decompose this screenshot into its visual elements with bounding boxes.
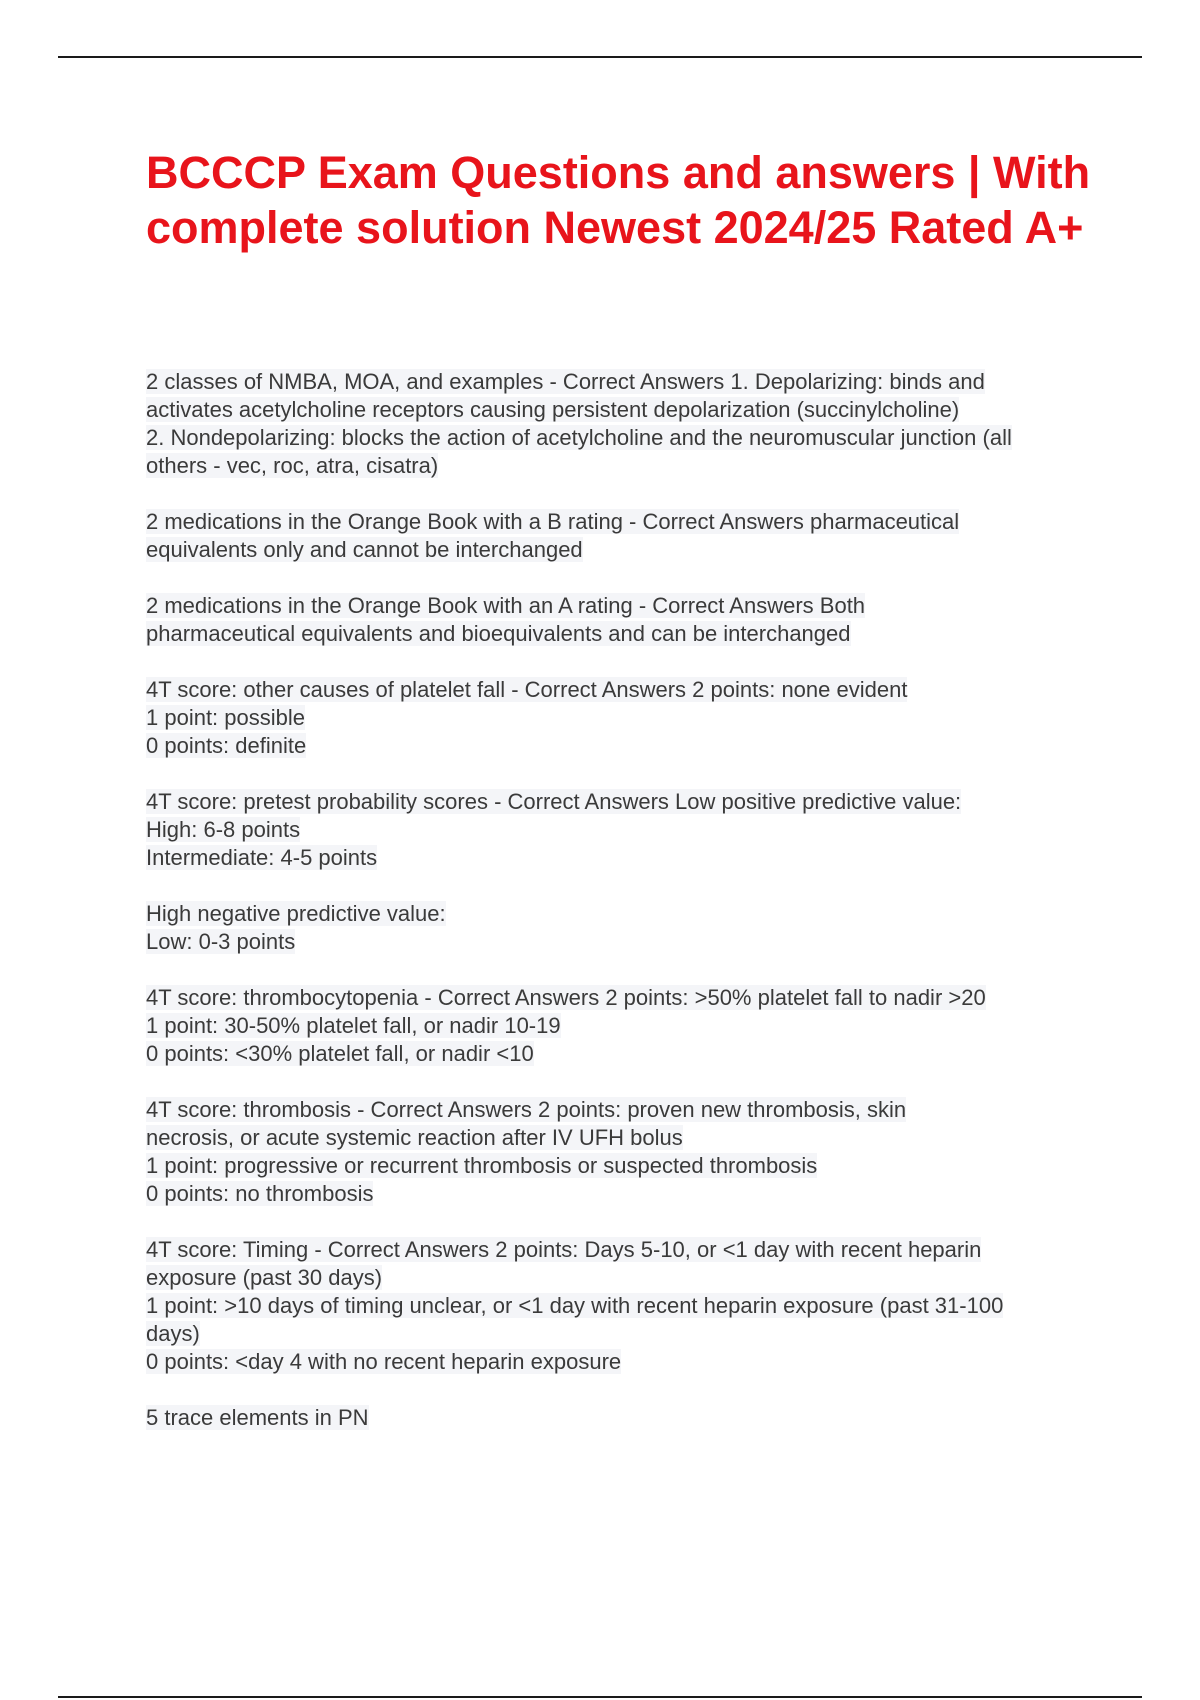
entry-line: Intermediate: 4-5 points bbox=[146, 845, 378, 870]
entry-line: activates acetylcholine receptors causing persistent depolarization (succinylcholine) bbox=[146, 397, 960, 422]
entry-line: 4T score: pretest probability scores - Correct Answers Low positive predictive value: bbox=[146, 789, 962, 814]
entry-line: 4T score: thrombosis - Correct Answers 2 points: proven new thrombosis, skin bbox=[146, 1097, 907, 1122]
entry-line: 0 points: <30% platelet fall, or nadir <10 bbox=[146, 1041, 534, 1066]
qa-entry bbox=[146, 1096, 1086, 1208]
qa-entry bbox=[146, 788, 1086, 872]
entry-line: days) bbox=[146, 1321, 200, 1346]
entry-line: 2 medications in the Orange Book with an A rating - Correct Answers Both bbox=[146, 593, 866, 618]
entry-line: 1 point: >10 days of timing unclear, or <1 day with recent heparin exposure (past 31-100 bbox=[146, 1293, 1004, 1318]
entry-line: 4T score: other causes of platelet fall - Correct Answers 2 points: none evident bbox=[146, 677, 908, 702]
entry-line: necrosis, or acute systemic reaction after IV UFH bolus bbox=[146, 1125, 683, 1150]
qa-entry bbox=[146, 592, 1086, 648]
entry-line: Low: 0-3 points bbox=[146, 929, 296, 954]
entry-line: 1 point: 30-50% platelet fall, or nadir 10-19 bbox=[146, 1013, 561, 1038]
entry-line: 2 classes of NMBA, MOA, and examples - Correct Answers 1. Depolarizing: binds and bbox=[146, 369, 985, 394]
entry-line: exposure (past 30 days) bbox=[146, 1265, 383, 1290]
qa-entry bbox=[146, 368, 1086, 480]
entry-line: others - vec, roc, atra, cisatra) bbox=[146, 453, 439, 478]
entry-line: 0 points: <day 4 with no recent heparin exposure bbox=[146, 1349, 622, 1374]
bottom-rule bbox=[58, 1696, 1142, 1698]
entry-line: 0 points: no thrombosis bbox=[146, 1181, 374, 1206]
qa-entry bbox=[146, 984, 1086, 1068]
qa-entry bbox=[146, 676, 1086, 760]
entry-line: 4T score: thrombocytopenia - Correct Answers 2 points: >50% platelet fall to nadir >20 bbox=[146, 985, 986, 1010]
entry-line: 1 point: progressive or recurrent thrombosis or suspected thrombosis bbox=[146, 1153, 818, 1178]
qa-entry bbox=[146, 1236, 1086, 1376]
entry-line: 2. Nondepolarizing: blocks the action of acetylcholine and the neuromuscular junction (all bbox=[146, 425, 1012, 450]
entry-line: pharmaceutical equivalents and bioequivalents and can be interchanged bbox=[146, 621, 851, 646]
entry-line: equivalents only and cannot be interchanged bbox=[146, 537, 583, 562]
document-title: BCCCP Exam Questions and answers | With complete solution Newest 2024/25 Rated A+ bbox=[146, 147, 1091, 253]
qa-entry bbox=[146, 900, 1086, 956]
entry-line: 5 trace elements in PN bbox=[146, 1405, 369, 1430]
entry-line: 0 points: definite bbox=[146, 733, 307, 758]
top-rule bbox=[58, 56, 1142, 58]
document-body bbox=[146, 368, 1086, 1460]
qa-entry bbox=[146, 508, 1086, 564]
qa-entry bbox=[146, 1404, 1086, 1432]
entry-line: High: 6-8 points bbox=[146, 817, 301, 842]
entry-line: 2 medications in the Orange Book with a B rating - Correct Answers pharmaceutical bbox=[146, 509, 960, 534]
entry-line: 4T score: Timing - Correct Answers 2 points: Days 5-10, or <1 day with recent heparin bbox=[146, 1237, 982, 1262]
entry-line: 1 point: possible bbox=[146, 705, 305, 730]
entry-line: High negative predictive value: bbox=[146, 901, 446, 926]
